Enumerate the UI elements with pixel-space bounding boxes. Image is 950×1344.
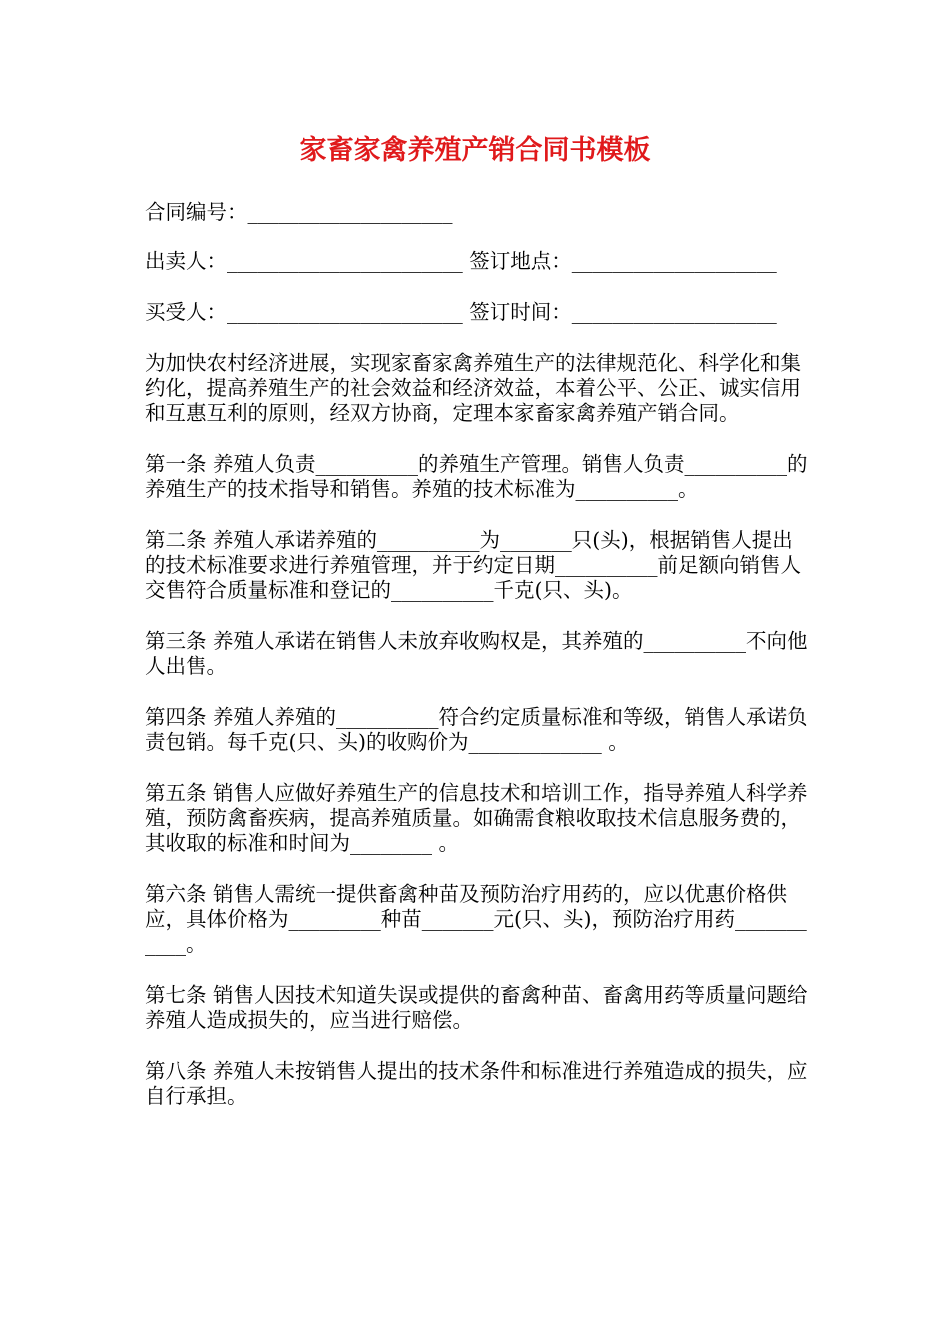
article-7: 第七条 销售人因技术知道失误或提供的畜禽种苗、畜禽用药等质量问题给养殖人造成损失的，应当进行赔偿。: [145, 983, 808, 1032]
contract-number-line: 合同编号：____________________: [145, 200, 453, 224]
article-8: 第八条 养殖人未按销售人提出的技术条件和标准进行养殖造成的损失，应自行承担。: [145, 1059, 808, 1108]
article-4: 第四条 养殖人养殖的__________符合约定质量标准和等级，销售人承诺负责包销。每千克(只、头)的收购价为_____________ 。: [145, 705, 808, 754]
preamble-paragraph: 为加快农村经济进展，实现家畜家禽养殖生产的法律规范化、科学化和集约化，提高养殖生产的社会效益和经济效益，本着公平、公正、诚实信用和互惠互利的原则，经双方协商，定理本家畜家禽养殖产销合同。: [145, 351, 801, 425]
article-5: 第五条 销售人应做好养殖生产的信息技术和培训工作，指导养殖人科学养殖，预防禽畜疾病，提高养殖质量。如确需食粮收取技术信息服务费的，其收取的标准和时间为________ 。: [145, 781, 808, 855]
article-6: 第六条 销售人需统一提供畜禽种苗及预防治疗用药的，应以优惠价格供应，具体价格为_________种苗_______元(只、头)，预防治疗用药___________。: [145, 882, 807, 956]
article-2: 第二条 养殖人承诺养殖的__________为_______只(头)，根据销售人提出的技术标准要求进行养殖管理，并于约定日期__________前足额向销售人交售符合质量标准和登记的__________千克(只、头)。: [145, 528, 801, 602]
article-1: 第一条 养殖人负责__________的养殖生产管理。销售人负责__________的养殖生产的技术指导和销售。养殖的技术标准为__________。: [145, 452, 808, 501]
article-3: 第三条 养殖人承诺在销售人未放弃收购权是，其养殖的__________不向他人出售。: [145, 629, 808, 678]
document-body: [145, 200, 809, 1135]
seller-place-line: 出卖人：_______________________ 签订地点：____________________: [145, 249, 777, 273]
buyer-time-line: 买受人：_______________________ 签订时间：____________________: [145, 300, 777, 324]
document-title: 家畜家禽养殖产销合同书模板: [299, 135, 651, 166]
